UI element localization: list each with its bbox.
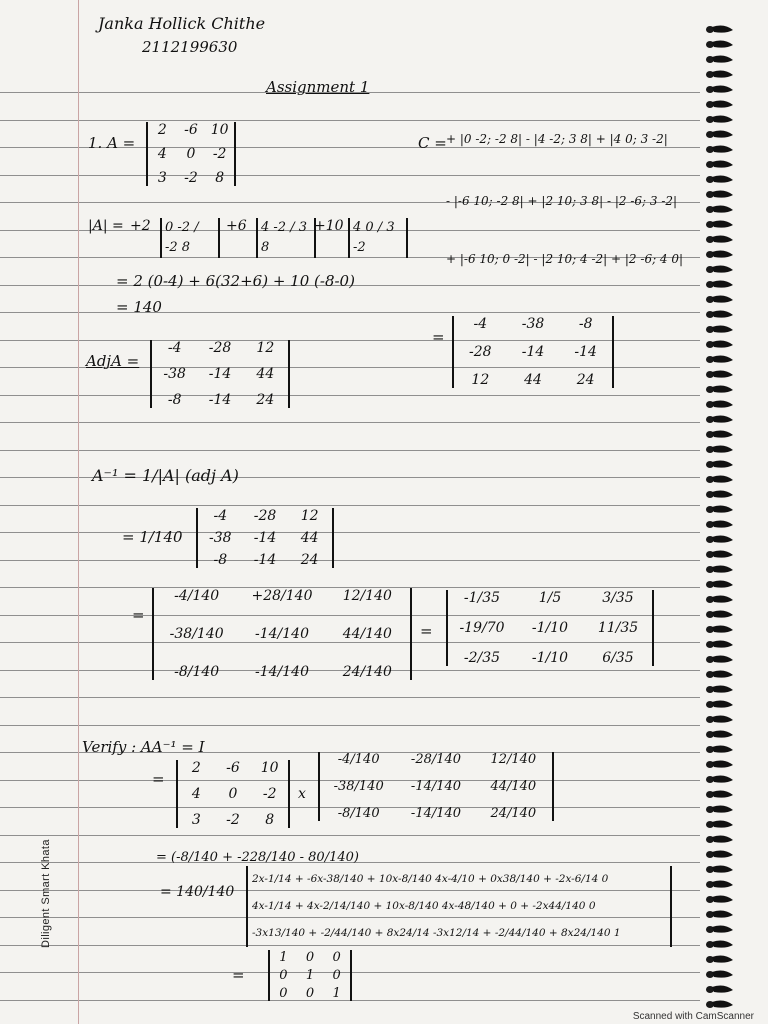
det-expansion: = 2 (0-4) + 6(32+6) + 10 (-8-0) [116,272,355,290]
cell: 0 [279,968,288,983]
spiral-coil [702,399,736,410]
spiral-coil [702,909,736,920]
product-row: -3x13/140 + -2/44/140 + 8x24/14 -3x12/14 + -2/44/140 + 8x24/140 1 [252,927,621,939]
spiral-coil [702,69,736,80]
spiral-coil [702,144,736,155]
cell: -4/140 [174,588,220,604]
cell: 3 [191,812,201,828]
det-coef: +2 [130,218,151,234]
spiral-coil [702,369,736,380]
verify-product-matrix [246,866,672,947]
inverse-prefix: = 1/140 [122,528,183,546]
spiral-coil [702,789,736,800]
spiral-coil [702,54,736,65]
spiral-coil [702,114,736,125]
cell: -38 [521,316,545,332]
spiral-coil [702,639,736,650]
cell: -2/35 [463,650,501,666]
cell: -1/35 [463,590,501,606]
cell: 24/140 [342,664,392,680]
cell: -2 [262,786,277,802]
cell: -38/140 [333,779,384,794]
cell: -38 [209,530,232,546]
spiral-coil [702,519,736,530]
cell: 8 [215,170,225,186]
cell: 12/140 [342,588,392,604]
det-coef: +10 [314,218,344,234]
det-value: = 140 [116,298,162,316]
cell: -6 [184,122,198,138]
det-minor: 0 -2 / -2 8 [160,218,220,258]
cell: 4 [191,786,201,802]
cofactor-row: + |0 -2; -2 8| - |4 -2; 3 8| + |4 0; 3 -2| [446,132,668,146]
spiral-coil [702,234,736,245]
ruled-line [0,725,700,726]
cell: 2 [191,760,201,776]
spiral-coil [702,729,736,740]
cell: 0 [332,968,341,983]
inverse-formula: A⁻¹ = 1/|A| (adj A) [92,466,239,485]
spiral-coil [702,99,736,110]
spiral-coil [702,954,736,965]
cell: 0 [186,146,196,162]
spiral-binding [702,16,738,1016]
spiral-coil [702,609,736,620]
spiral-coil [702,879,736,890]
spiral-coil [702,564,736,575]
ruled-line [0,422,700,423]
cell: 3 [157,170,167,186]
cell: -14/140 [410,779,462,794]
cell: -14 [208,392,232,408]
matrix-a [146,122,236,186]
cell: 44 [300,530,319,546]
cell: 12 [256,340,275,356]
spiral-coil [702,414,736,425]
cell: -8 [213,552,228,568]
cell: 24/140 [490,806,537,821]
cell: -14 [574,344,597,360]
inverse-eq: = [132,606,145,624]
cell: 0 [305,986,315,1001]
spiral-coil [702,354,736,365]
cell: -14 [253,552,277,568]
matrix-a-label: 1. A = [88,134,136,152]
identity-matrix [268,950,352,1001]
cofactor-label: C = [418,134,447,152]
cell: -14 [208,366,232,382]
cell: 4 [157,146,167,162]
cell: -4 [213,508,228,524]
spiral-coil [702,174,736,185]
spiral-coil [702,714,736,725]
spiral-coil [702,819,736,830]
spiral-coil [702,129,736,140]
spiral-coil [702,429,736,440]
verify-inverse-matrix [318,752,554,821]
spiral-coil [702,999,736,1010]
ruled-line [0,450,700,451]
ruled-line [0,505,700,506]
cell: -28 [469,344,492,360]
spiral-coil [702,444,736,455]
spiral-coil [702,264,736,275]
spiral-coil [702,864,736,875]
adj-matrix [150,340,290,408]
cell: 0 [228,786,238,802]
spiral-coil [702,744,736,755]
cofactor-eq: = [432,328,445,346]
cell: 8 [265,812,275,828]
cell: -2 [184,170,198,186]
product-row: 2x-1/14 + -6x-38/140 + 10x-8/140 4x-4/10 + 0x38/140 + -2x-6/14 0 [252,873,609,885]
spiral-coil [702,39,736,50]
cell: 44/140 [490,779,537,794]
spiral-coil [702,699,736,710]
cell: -14/140 [255,626,309,642]
cell: 24 [300,552,319,568]
cofactor-row: + |-6 10; 0 -2| - |2 10; 4 -2| + |2 -6; 4 0| [446,252,684,266]
cell: 1 [305,968,315,983]
cell: 10 [210,122,229,138]
cell: -1/10 [531,650,569,666]
cell: 11/35 [597,620,639,636]
cell: 12/140 [490,752,537,767]
spiral-coil [702,579,736,590]
spiral-coil [702,834,736,845]
spiral-coil [702,849,736,860]
cell: -14 [521,344,545,360]
verify-scratch: = (-8/140 + -228/140 - 80/140) [156,850,359,865]
cell: -28/140 [410,752,462,767]
cell: 0 [305,950,315,965]
verify-label: Verify : AA⁻¹ = I [82,738,205,756]
cell: -19/70 [459,620,505,636]
inverse-frac-matrix [152,588,412,680]
ruled-line [0,532,700,533]
cell: -4 [473,316,488,332]
cell: 0 [279,986,288,1001]
cell: 2 [157,122,167,138]
cell: -28 [253,508,277,524]
ruled-line [0,312,700,313]
det-minor: 4 0 / 3 -2 [348,218,408,258]
cell: -8/140 [174,664,220,680]
spiral-coil [702,684,736,695]
spiral-coil [702,654,736,665]
spiral-coil [702,189,736,200]
cell: -38/140 [169,626,224,642]
cell: -8 [167,392,182,408]
cell: 44 [256,366,275,382]
spiral-coil [702,249,736,260]
spiral-coil [702,159,736,170]
cell: -28 [208,340,232,356]
cell: 12 [300,508,319,524]
cell: -4 [167,340,182,356]
spiral-coil [702,459,736,470]
cell: -4/140 [337,752,380,767]
spiral-coil [702,24,736,35]
cell: +28/140 [251,588,313,604]
spiral-coil [702,774,736,785]
notebook-brand: Diligent Smart Khata [40,839,52,948]
multiply-sign: x [298,786,306,802]
cell: -1/10 [531,620,569,636]
ruled-line [0,835,700,836]
cell: 24 [256,392,275,408]
verify-eq: = [152,770,165,788]
spiral-coil [702,549,736,560]
student-id: 2112199630 [142,38,238,56]
cell: -38 [163,366,186,382]
det-minor: 4 -2 / 3 8 [256,218,316,258]
cell: -8 [578,316,593,332]
spiral-coil [702,804,736,815]
cell: 1/5 [538,590,562,606]
spiral-coil [702,924,736,935]
margin-line [78,0,79,1024]
cell: 6/35 [602,650,634,666]
cell: 1 [332,986,341,1001]
spiral-coil [702,624,736,635]
spiral-coil [702,984,736,995]
page-title: Assignment 1 [266,78,370,96]
spiral-coil [702,84,736,95]
spiral-coil [702,504,736,515]
verify-matrix-a [176,760,290,828]
spiral-coil [702,969,736,980]
spiral-coil [702,594,736,605]
spiral-coil [702,474,736,485]
product-row: 4x-1/14 + 4x-2/14/140 + 10x-8/140 4x-48/140 + 0 + -2x44/140 0 [252,900,596,912]
inverse-adj-matrix [196,508,334,568]
ruled-line [0,120,700,121]
spiral-coil [702,324,736,335]
spiral-coil [702,894,736,905]
ruled-line [0,560,700,561]
cell: 10 [260,760,279,776]
cofactor-row: - |-6 10; -2 8| + |2 10; 3 8| - |2 -6; 3 -2| [446,194,678,208]
ruled-line [0,175,700,176]
spiral-coil [702,759,736,770]
spiral-coil [702,939,736,950]
ruled-line [0,395,700,396]
ruled-line [0,697,700,698]
spiral-coil [702,309,736,320]
det-coef: +6 [226,218,247,234]
spiral-coil [702,339,736,350]
cell: 44/140 [342,626,392,642]
spiral-coil [702,669,736,680]
cell: 12 [471,372,490,388]
cell: 0 [332,950,341,965]
verify-step-prefix: = 140/140 [160,884,235,900]
cell: -2 [226,812,240,828]
spiral-coil [702,489,736,500]
inverse-simplified-matrix [446,590,654,666]
spiral-coil [702,279,736,290]
adj-label: AdjA = [86,352,140,370]
det-label: |A| = [88,218,124,234]
spiral-coil [702,204,736,215]
cell: 44 [524,372,542,388]
cell: -6 [226,760,240,776]
spiral-coil [702,219,736,230]
spiral-coil [702,294,736,305]
cell: -14/140 [410,806,462,821]
student-name: Janka Hollick Chithe [98,14,266,33]
identity-eq: = [232,966,245,984]
cell: -2 [212,146,227,162]
spiral-coil [702,534,736,545]
cofactor-matrix [452,316,614,388]
scanner-watermark: Scanned with CamScanner [632,1011,754,1022]
cell: -8/140 [337,806,380,821]
cell: 1 [279,950,288,965]
cell: -14 [253,530,277,546]
cell: 24 [576,372,595,388]
cell: 3/35 [602,590,634,606]
cell: -14/140 [255,664,309,680]
inverse-eq: = [420,622,433,640]
spiral-coil [702,384,736,395]
